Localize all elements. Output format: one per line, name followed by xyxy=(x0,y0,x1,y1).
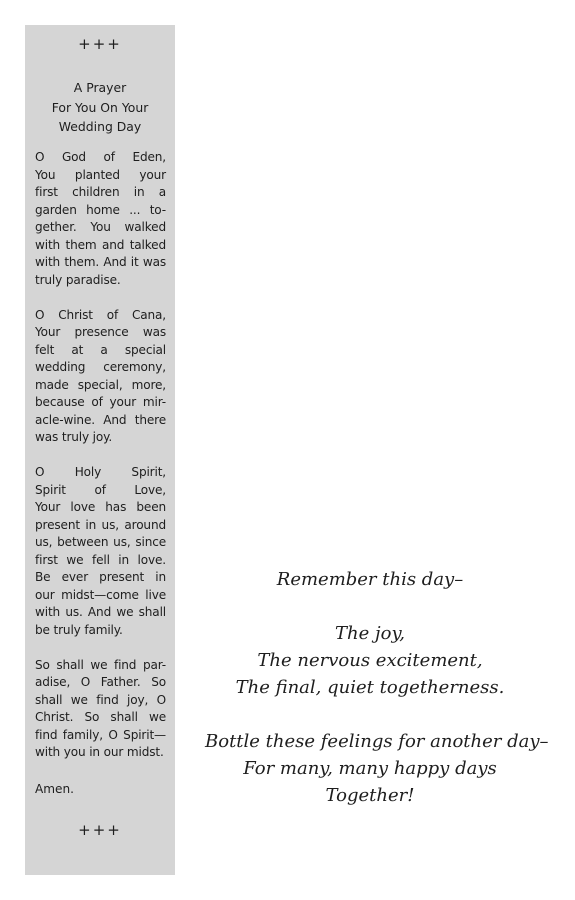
prayer-line: truly paradise. xyxy=(35,272,121,287)
verse-gap xyxy=(205,701,535,728)
prayer-line: garden home ... to- xyxy=(35,202,166,217)
prayer-line: Be ever present in xyxy=(35,570,166,584)
prayer-line: wedding ceremony, xyxy=(35,360,166,374)
prayer-title xyxy=(25,78,175,137)
prayer-line: adise, O Father. So xyxy=(35,675,166,689)
verse-gap xyxy=(205,593,535,620)
prayer-line: O Christ of Cana, xyxy=(35,307,166,322)
prayer-line: first we fell in love. xyxy=(35,552,166,567)
prayer-line: with us. And we shall xyxy=(35,605,166,619)
prayer-panel xyxy=(25,25,175,875)
prayer-line: Your love has been xyxy=(35,500,166,514)
prayer-line: find family, O Spirit— xyxy=(35,727,166,742)
prayer-line: our midst—come live xyxy=(35,587,166,602)
prayer-line: with them. And it was xyxy=(35,255,166,269)
prayer-line: was truly joy. xyxy=(35,430,113,444)
verse-line: Remember this day– xyxy=(276,569,464,590)
crosses-top: +++ xyxy=(78,35,122,53)
prayer-line: You planted your xyxy=(35,167,166,182)
verse-line: The joy, xyxy=(335,623,405,644)
prayer-line: O Holy Spirit, xyxy=(35,465,166,479)
verse-line: Bottle these feelings for another day– xyxy=(205,731,549,752)
verse-line: The nervous excitement, xyxy=(257,650,483,671)
prayer-line: be truly family. xyxy=(35,622,123,637)
prayer-line: acle-wine. And there xyxy=(35,412,166,427)
prayer-line: felt at a special xyxy=(35,342,166,357)
prayer-amen: Amen. xyxy=(35,782,75,796)
verse-line: For many, many happy days xyxy=(243,758,497,779)
prayer-line: with you in our midst. xyxy=(35,745,164,759)
prayer-line: us, between us, since xyxy=(35,535,166,549)
prayer-line: Your presence was xyxy=(35,325,166,339)
prayer-line: because of your mir- xyxy=(35,395,166,409)
prayer-line: Spirit of Love, xyxy=(35,482,166,497)
prayer-title-line: Wedding Day xyxy=(58,119,142,134)
verse-line: Together! xyxy=(325,785,415,806)
prayer-line: made special, more, xyxy=(35,377,166,392)
prayer-body xyxy=(35,149,166,779)
stanza-god-of-eden xyxy=(35,149,166,289)
stanza-so-shall-we xyxy=(35,657,166,762)
prayer-line: with them and talked xyxy=(35,237,166,252)
prayer-line: O God of Eden, xyxy=(35,150,166,164)
prayer-line: gether. You walked xyxy=(35,220,166,234)
prayer-title-line: For You On Your xyxy=(51,99,149,115)
wedding-verse xyxy=(205,566,549,809)
stanza-christ-of-cana xyxy=(35,307,166,447)
prayer-line: present in us, around xyxy=(35,517,166,532)
crosses-bottom: +++ xyxy=(78,821,122,839)
prayer-line: first children in a xyxy=(35,185,166,199)
prayer-line: shall we find joy, O xyxy=(35,692,166,707)
verse-line: The final, quiet togetherness. xyxy=(235,677,505,698)
stanza-holy-spirit xyxy=(35,464,166,639)
prayer-line: So shall we find par- xyxy=(35,657,166,672)
prayer-line: Christ. So shall we xyxy=(35,710,166,724)
prayer-title-line: A Prayer xyxy=(73,80,127,95)
